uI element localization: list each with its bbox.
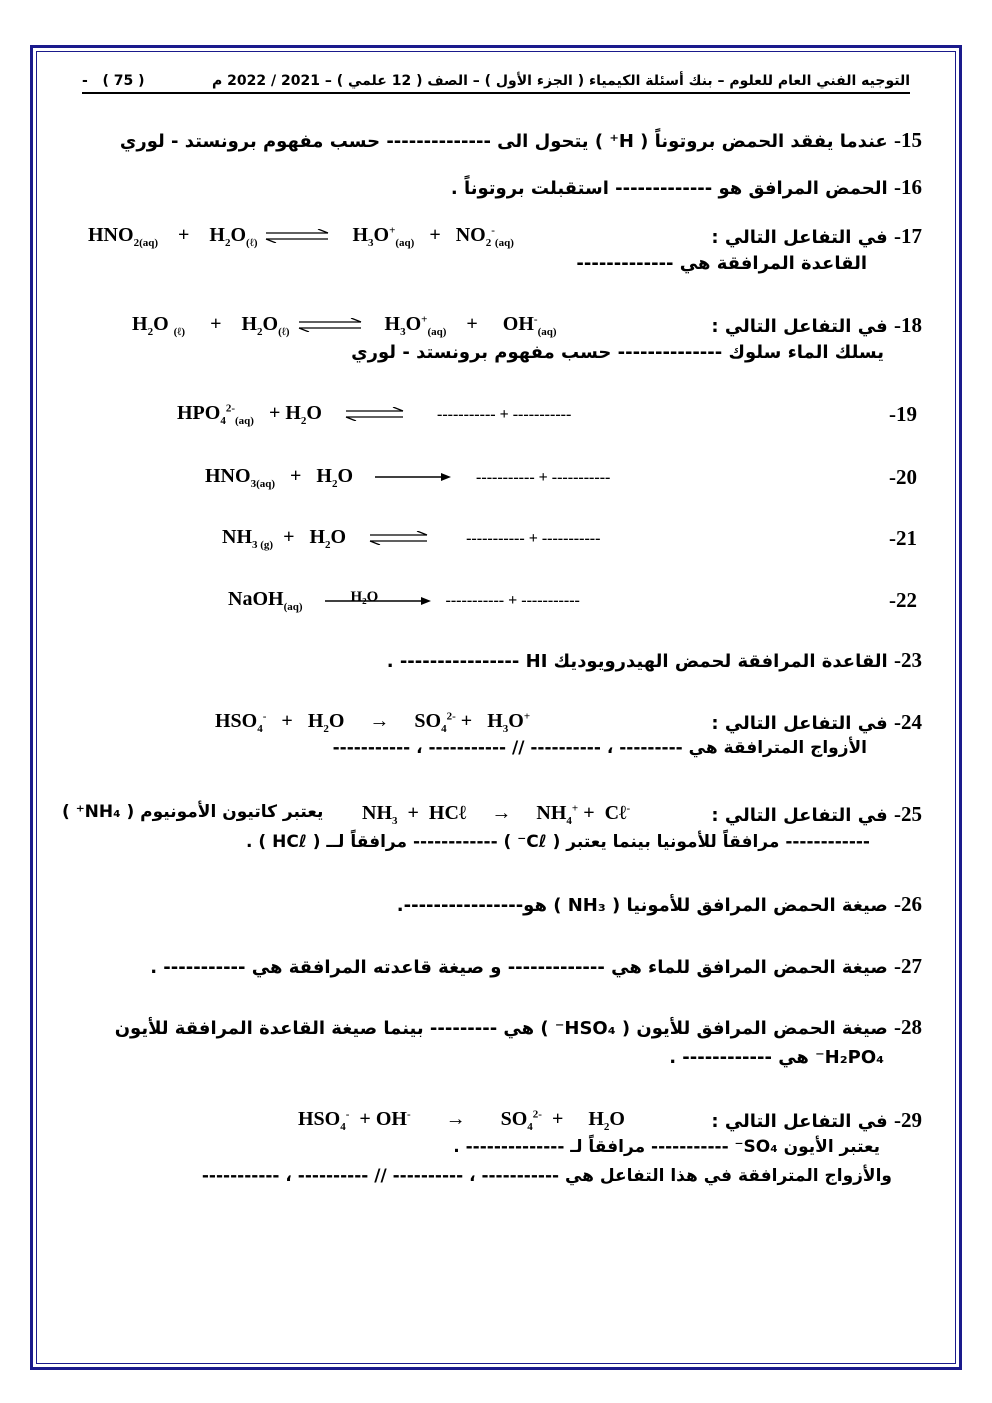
equation-18: $H_2O$ $_{(\ell)}$ + $H_2O_{(\ell)}$ $H_3O^+_{(aq)}$ + $OH^-_{(aq)}$ [132, 313, 557, 338]
question-29-label: في التفاعل التالي : [711, 1111, 888, 1132]
question-25-tail: يعتبر كاتيون الأمونيوم ( NH₄⁺ ) [62, 802, 324, 822]
arrow-label: H₂O [350, 589, 379, 606]
header-dash: - [82, 73, 88, 89]
header-title: التوجيه الفني العام للعلوم – بنك أسئلة الكيمياء ( الجزء الأول ) – الصف ( 12 علمي ) – 2021 / 2022 م [212, 73, 910, 89]
question-23: 23- القاعدة المرافقة لحمض الهيدرويوديك HI ---------------- . [386, 648, 922, 672]
question-27-text: صيغة الحمض المرافق للماء هي ------------- و صيغة قاعدته المرافقة هي ----------- . [150, 957, 888, 978]
question-18-sub: يسلك الماء سلوك -------------- حسب مفهوم برونستد - لوري [351, 342, 884, 363]
question-24-sub: الأزواج المترافقة هي --------- ، ---------- // ----------- ، ----------- [332, 738, 867, 758]
equation-19-blanks: ----------- + ----------- [436, 406, 572, 423]
equation-17: $HNO_{2(aq)}$ + $H_2O_{(\ell)}$ $H_3O^+_{(aq)} + NO_2^-_{(aq)}$ [88, 224, 514, 249]
equilibrium-arrow-icon [262, 229, 332, 243]
question-27: 27- صيغة الحمض المرافق للماء هي ------------- و صيغة قاعدته المرافقة هي ----------- . [150, 954, 922, 978]
page-header [82, 73, 910, 94]
question-17-sub: القاعدة المرافقة هي ------------- [576, 253, 867, 274]
question-21-num: -21 [889, 526, 917, 550]
question-17-label: في التفاعل التالي : [711, 227, 888, 248]
question-26: 26- صيغة الحمض المرافق للأمونيا ( NH₃ ) هو----------------. [396, 892, 922, 916]
equation-24: $HSO_4^- + H_2O$ → $SO_4^{2-} + H_3O^+$ [215, 710, 531, 735]
question-22-num: -22 [889, 588, 917, 612]
question-24-label: في التفاعل التالي : [711, 713, 888, 734]
question-19-num: -19 [889, 402, 917, 426]
question-17: 17- في التفاعل التالي : [711, 224, 922, 248]
question-18: 18- في التفاعل التالي : [711, 313, 922, 337]
equilibrium-arrow-icon [366, 531, 431, 545]
reaction-arrow-icon [373, 471, 451, 483]
question-15: 15- عندما يفقد الحمض بروتوناً ( H⁺ ) يتحول الى -------------- حسب مفهوم برونستد - لوري [119, 128, 922, 152]
question-18-label: في التفاعل التالي : [711, 316, 888, 337]
header-page: - ( 75 ) [82, 73, 145, 89]
equilibrium-arrow-icon [295, 318, 365, 332]
equation-29: $HSO_4^- + OH^-$ → $SO_4^{2-}$ + $H_2O$ [298, 1108, 625, 1133]
question-25: 25- في التفاعل التالي : [711, 802, 922, 826]
equation-22: NaOH$_{(aq)}$ H₂O ----------- + ----------- [228, 588, 580, 613]
question-28-sub: H₂PO₄⁻ هي ------------ . [669, 1047, 884, 1068]
equation-22-blanks: ----------- + ----------- [445, 592, 580, 609]
equilibrium-arrow-icon [342, 407, 407, 421]
equation-20: $HNO_{3(aq)} + H_2O$ ----------- + ----------- [205, 465, 611, 490]
reaction-arrow-with-label [323, 590, 431, 610]
question-29-sub1: يعتبر الأيون SO₄⁻ ----------- مرافقاً لـ -------------- . [453, 1137, 880, 1157]
equation-19: $HPO_4^{2-}_{(aq)} + H_2O$ ----------- + ----------- [177, 402, 572, 427]
question-16-text: الحمض المرافق هو ------------- استقبلت بروتوناً . [450, 178, 888, 199]
question-24: 24- في التفاعل التالي : [711, 710, 922, 734]
question-25-label: في التفاعل التالي : [711, 805, 888, 826]
question-29-sub2: والأزواج المترافقة في هذا التفاعل هي ----------- ، ---------- // ---------- ، ----------- [201, 1166, 892, 1186]
question-28: 28- صيغة الحمض المرافق للأيون ( HSO₄⁻ ) هي --------- بينما صيغة القاعدة المرافقة للأيون [114, 1015, 922, 1039]
equation-21-blanks: ----------- + ----------- [466, 530, 601, 547]
question-23-text: القاعدة المرافقة لحمض الهيدرويوديك HI ---------------- . [386, 651, 888, 672]
equation-20-blanks: ----------- + ----------- [476, 469, 611, 486]
equation-25: $NH_3$ + HCℓ → $NH_4^+$ + Cℓ- [362, 802, 631, 827]
question-15-text: عندما يفقد الحمض بروتوناً ( H⁺ ) يتحول الى -------------- حسب مفهوم برونستد - لوري [119, 131, 888, 152]
question-29: 29- في التفاعل التالي : [711, 1108, 922, 1132]
question-25-sub: ------------ مرافقاً للأمونيا بينما يعتبر ( Cℓ⁻ ) ------------ مرافقاً لــ ( HCℓ ) . [246, 832, 870, 852]
question-26-text: صيغة الحمض المرافق للأمونيا ( NH₃ ) هو----------------. [396, 895, 888, 916]
equation-21: $NH_{3 (g)} + H_2O$ ----------- + ----------- [222, 526, 601, 551]
question-20-num: -20 [889, 465, 917, 489]
question-28-text: صيغة الحمض المرافق للأيون ( HSO₄⁻ ) هي --------- بينما صيغة القاعدة المرافقة للأيون [114, 1018, 888, 1039]
question-16: 16- الحمض المرافق هو ------------- استقبلت بروتوناً . [450, 175, 922, 199]
